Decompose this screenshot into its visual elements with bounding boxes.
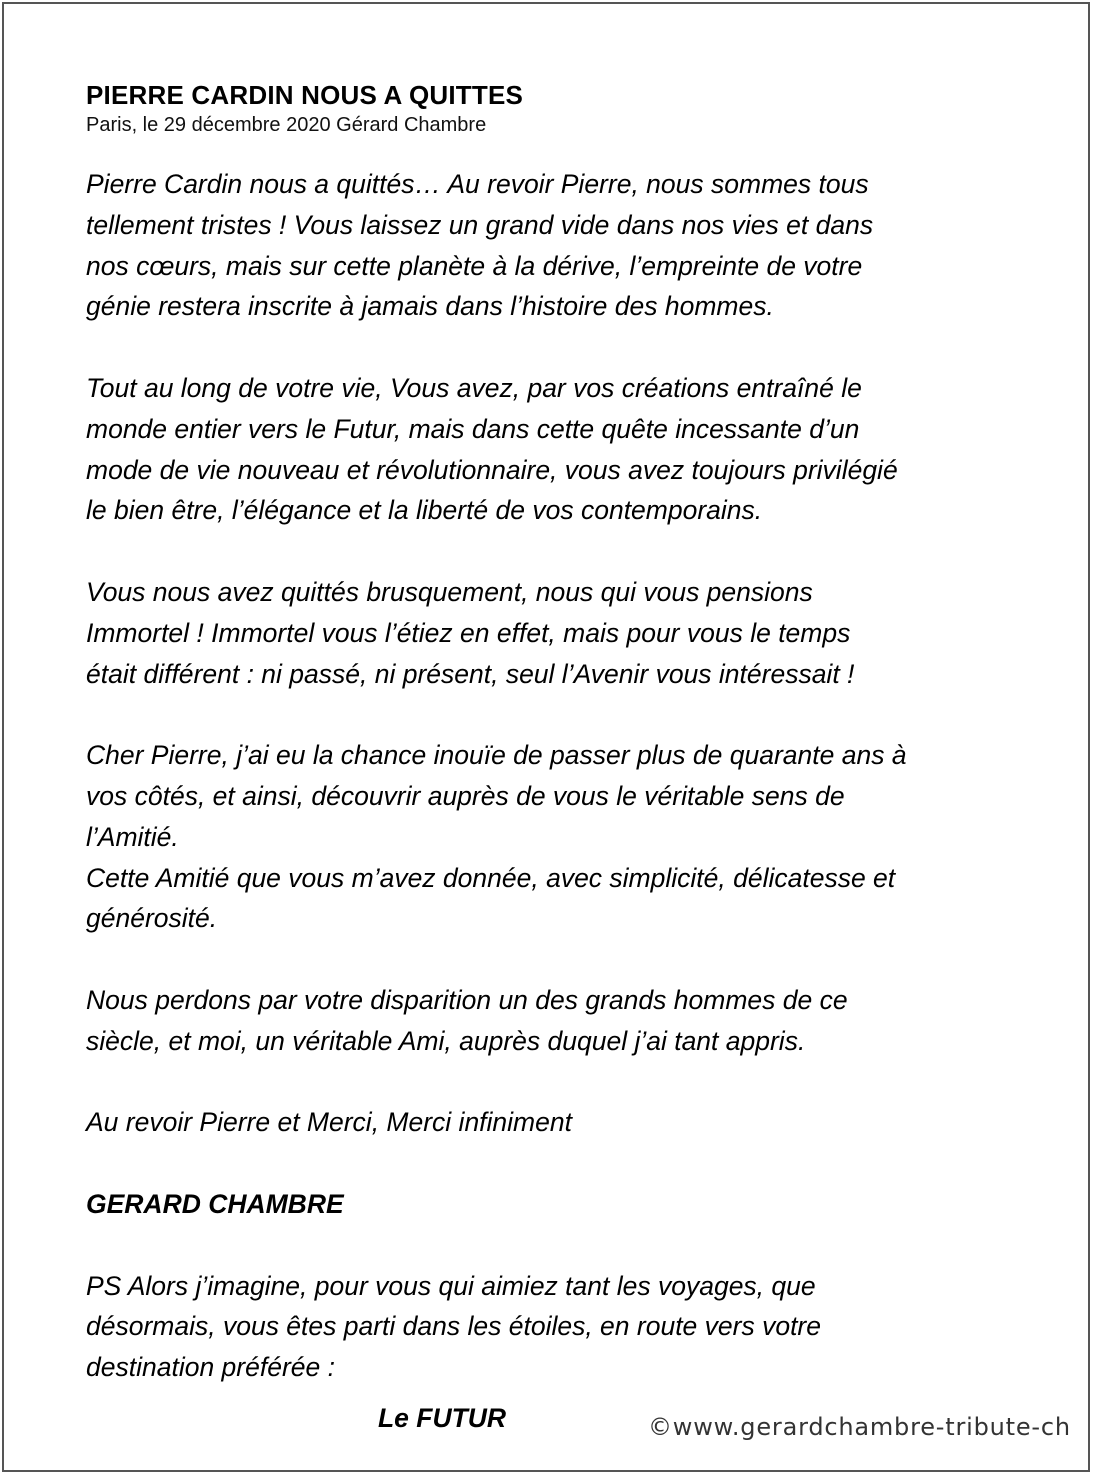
text-line: tellement tristes ! Vous laissez un grand vide dans nos vies et dans (86, 209, 874, 240)
text-line: siècle, et moi, un véritable Ami, auprès duquel j’ai tant appris. (86, 1025, 806, 1056)
text-line: PS Alors j’imagine, pour vous qui aimiez tant les voyages, que (86, 1270, 816, 1301)
text-line: génie restera inscrite à jamais dans l’histoire des hommes. (86, 291, 774, 322)
text-line: Cher Pierre, j’ai eu la chance inouïe de passer plus de quarante ans à (86, 740, 907, 771)
paragraph-3 (86, 572, 1046, 694)
text-line: générosité. (86, 903, 218, 934)
text-line: monde entier vers le Futur, mais dans cette quête incessante d’un (86, 413, 860, 444)
text-line: était différent : ni passé, ni présent, seul l’Avenir vous intéressait ! (86, 658, 855, 689)
copyright-notice: ©www.gerardchambre-tribute-ch (648, 1413, 1071, 1441)
text-line: vos côtés, et ainsi, découvrir auprès de vous le véritable sens de (86, 780, 845, 811)
paragraph-4 (86, 735, 1046, 939)
paragraph-1 (86, 164, 1046, 327)
text-line: destination préférée : (86, 1352, 335, 1383)
text-line: l’Amitié. (86, 821, 179, 852)
document-title: PIERRE CARDIN NOUS A QUITTES (86, 80, 524, 110)
paragraph-5 (86, 980, 1046, 1062)
finale-text: Le FUTUR (378, 1403, 507, 1433)
dateline: Paris, le 29 décembre 2020 Gérard Chambre (86, 114, 487, 136)
text-line: mode de vie nouveau et révolutionnaire, vous avez toujours privilégié (86, 454, 898, 485)
text-line: nos cœurs, mais sur cette planète à la dérive, l’empreinte de votre (86, 250, 863, 281)
text-line: Cette Amitié que vous m’avez donnée, avec simplicité, délicatesse et (86, 862, 896, 893)
paragraph-6 (86, 1102, 1046, 1143)
signature: GERARD CHAMBRE (86, 1188, 344, 1219)
text-line: Immortel ! Immortel vous l’étiez en effet, mais pour vous le temps (86, 617, 851, 648)
text-line: Tout au long de votre vie, Vous avez, par vos créations entraîné le (86, 372, 862, 403)
text-line: désormais, vous êtes parti dans les étoiles, en route vers votre (86, 1311, 821, 1342)
paragraph-2 (86, 368, 1046, 531)
postscript (86, 1266, 1046, 1388)
document-body (86, 78, 1046, 1388)
text-line: Pierre Cardin nous a quittés… Au revoir Pierre, nous sommes tous (86, 169, 869, 199)
text-line: Au revoir Pierre et Merci, Merci infiniment (86, 1107, 572, 1138)
text-line: Vous nous avez quittés brusquement, nous qui vous pensions (86, 576, 813, 607)
text-line: le bien être, l’élégance et la liberté de vos contemporains. (86, 495, 763, 526)
text-line: Nous perdons par votre disparition un des grands hommes de ce (86, 984, 848, 1015)
